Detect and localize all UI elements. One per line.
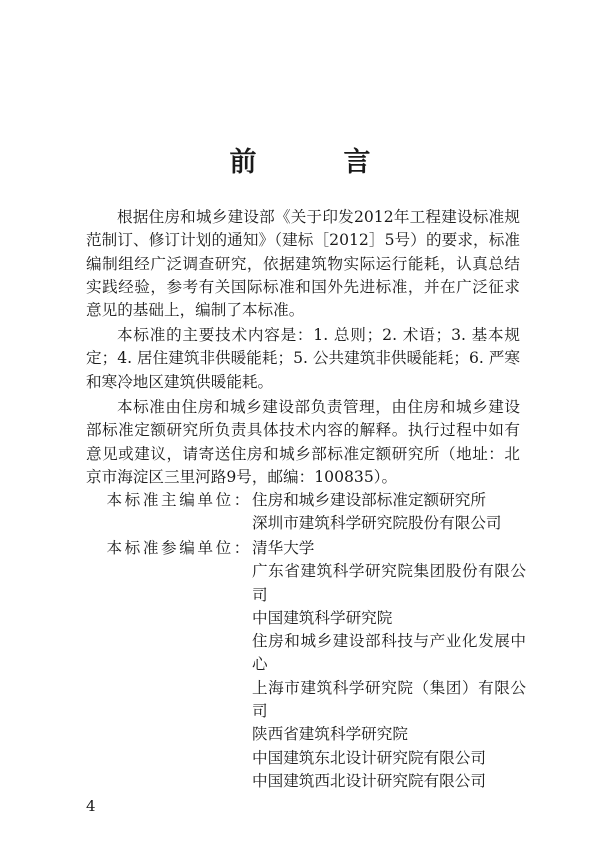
unit-item: 陕西省建筑科学研究院 [252,725,408,744]
paragraph-text: 本标准的主要技术内容是：1. 总则；2. 术语；3. 基本规定；4. 居住建筑非供暖能耗；5. 公共建筑非供暖能耗；6. 严寒和寒冷地区建筑供暖能耗。 [86,326,520,391]
paragraph-management [86,396,520,489]
chief-editor-label: 本标准主编单位： [106,491,252,509]
participating-units [86,537,526,793]
unit-item: 广东省建筑科学研究院集团股份有限公司 [252,562,526,604]
unit-item: 中国建筑西北设计研究院有限公司 [252,771,486,790]
paragraph-contents [86,324,520,394]
page-number: 4 [86,797,96,815]
unit-item: 住房和城乡建设部标准定额研究所 [252,491,486,509]
page-title: 前 言 [229,147,401,178]
paragraph-text: 根据住房和城乡建设部《关于印发2012年工程建设标准规范制订、修订计划的通知》（建标［2012］5号）的要求，标准编制组经广泛调查研究，依据建筑物实际运行能耗，认真总结实践经验，参考有关国际标准和国外先进标准，并在广泛征求意见的基础上，编制了本标准。 [86,208,520,320]
unit-item: 清华大学 [252,539,315,557]
participating-label: 本标准参编单位： [106,539,252,557]
chief-editor-units [86,489,526,536]
unit-item: 上海市建筑科学研究院（集团）有限公司 [252,678,526,721]
unit-item: 中国建筑科学研究院 [252,608,393,627]
unit-item: 深圳市建筑科学研究院股份有限公司 [252,514,502,533]
chief-editor-list [252,489,526,536]
paragraph-text: 本标准由住房和城乡建设部负责管理，由住房和城乡建设部标准定额研究所负责具体技术内容的解释。执行过程中如有意见或建议，请寄送住房和城乡部标准定额研究所（地址：北京市海淀区三里河路9号，邮编：100835）。 [86,398,520,486]
unit-item: 中国建筑东北设计研究院有限公司 [252,748,486,767]
participating-list [252,537,526,793]
unit-item: 住房和城乡建设部科技与产业化发展中心 [252,632,526,674]
paragraph-basis [86,206,520,322]
